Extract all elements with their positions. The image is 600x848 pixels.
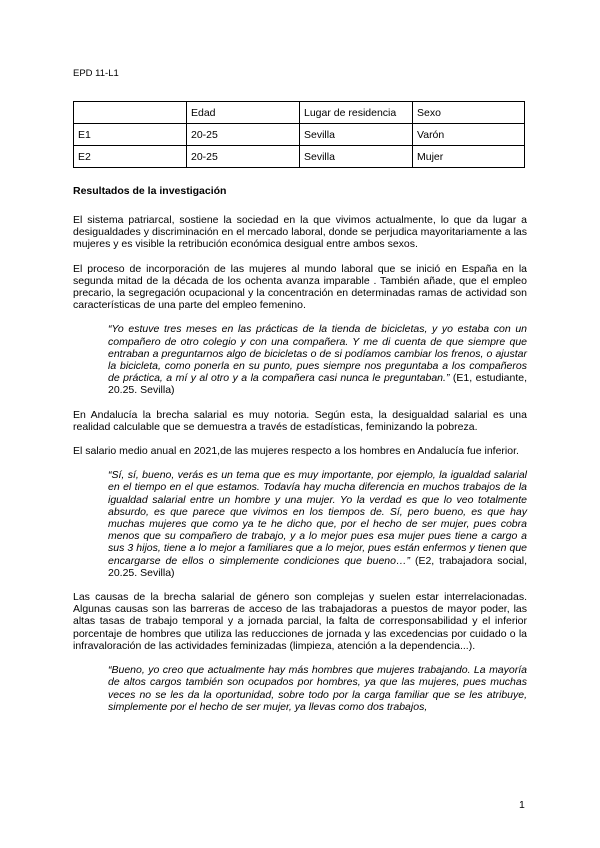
table-cell: Varón <box>413 124 525 146</box>
table-cell: 20-25 <box>187 124 300 146</box>
paragraph: El sistema patriarcal, sostiene la sociedad en la que vivimos actualmente, lo que da lugar a desigualdades y discriminación en el mercado laboral, donde se perjudica mayoritariamente a las mujeres y es visible la retribución económica desigual entre ambos sexos. <box>73 214 527 251</box>
table-row <box>74 124 525 146</box>
table-header-cell: Sexo <box>413 102 525 124</box>
quote-text: “Yo estuve tres meses en las prácticas de la tienda de bicicletas, y yo estaba con un compañero de otro colegio y con una compañera. Y me di cuenta de que siempre que entraban a preguntarnos algo de bicicletas o de si podíamos cambiar los frenos, o ajustar la bicicleta, como ponerla en su punto, pues siempre nos preguntaba a los compañeros de práctica, a mí y al otro y a la compañera casi nunca le preguntaban.” <box>108 323 527 385</box>
interview-quote <box>108 664 527 713</box>
table-cell: Mujer <box>413 146 525 168</box>
document-code: EPD 11-L1 <box>73 68 119 79</box>
table-cell: E2 <box>74 146 187 168</box>
paragraph: El proceso de incorporación de las mujeres al mundo laboral que se inició en España en la segunda mitad de la década de los ochenta avanza imparable . También añade, que el empleo precario, la segregación ocupacional y la concentración en determinadas ramas de actividad son características de una parte del empleo femenino. <box>73 262 527 312</box>
table-header-cell: Edad <box>187 102 300 124</box>
table-cell: Sevilla <box>300 124 413 146</box>
paragraph: Las causas de la brecha salarial de género son complejas y suelen estar interrelacionadas. Algunas causas son las barreras de acceso de las trabajadoras a puestos de mayor poder, las altas tasas de trabajo temporal y a jornada parcial, la falta de corresponsabilidad y el inferior porcentaje de hombres que utiliza las reducciones de jornada y las excedencias por cuidado o la infravaloración de las actividades feminizadas (limpieza, atención a la dependencia...). <box>73 591 527 652</box>
table-cell: Sevilla <box>300 146 413 168</box>
paragraph: El salario medio anual en 2021,de las mujeres respecto a los hombres en Andalucía fue inferior. <box>73 445 519 458</box>
quote-text: “Sí, sí, bueno, verás es un tema que es muy importante, por ejemplo, la igualdad salarial en el tiempo en el que estamos. Todavía hay mucha diferencia en muchos trabajos de la igualdad salarial entre un hombre y una mujer. Yo la verdad es que lo veo totalmente absurdo, es que parece que vivimos en los tiempos de. Sí, pero bueno, es que hay muchas mujeres que como ya te he dicho que, por el hecho de ser mujer, pues cobra menos que su compañero de trabajo, y a lo mejor pues esa mujer pues tiene a cargo a sus 3 hijos, tiene a lo mejor a familiares que a lo mejor, pues están enfermos y tienen que encargarse de ellos o simplemente condiciones que bueno…” <box>108 469 527 567</box>
table-header-cell <box>74 102 187 124</box>
interview-quote <box>108 323 527 396</box>
table-row <box>74 146 525 168</box>
section-title: Resultados de la investigación <box>73 185 227 197</box>
quote-citation: (E1, estudiante, 20.25. Sevilla) <box>108 372 528 397</box>
paragraph: En Andalucía la brecha salarial es muy notoria. Según esta, la desigualdad salarial es una realidad calculable que se demuestra a través de estadísticas, feminizando la pobreza. <box>73 408 527 433</box>
table-header-row <box>74 102 525 124</box>
table-cell: E1 <box>74 124 187 146</box>
document-body <box>73 185 527 725</box>
quote-text: “Bueno, yo creo que actualmente hay más hombres que mujeres trabajando. La mayoría de altos cargos también son ocupados por hombres, ya que las mujeres, pues muchas veces no se les da la oportunidad, sobre todo por la carga familiar que se les atribuye, simplemente por el hecho de ser mujer, ya llevas como dos trabajos, <box>108 664 527 713</box>
quote-citation: (E2, trabajadora social, 20.25. Sevilla) <box>108 554 527 579</box>
page-number: 1 <box>519 799 525 811</box>
table-cell: 20-25 <box>187 146 300 168</box>
interview-quote <box>108 469 527 579</box>
table-header-cell: Lugar de residencia <box>300 102 413 124</box>
participants-table <box>73 101 525 168</box>
